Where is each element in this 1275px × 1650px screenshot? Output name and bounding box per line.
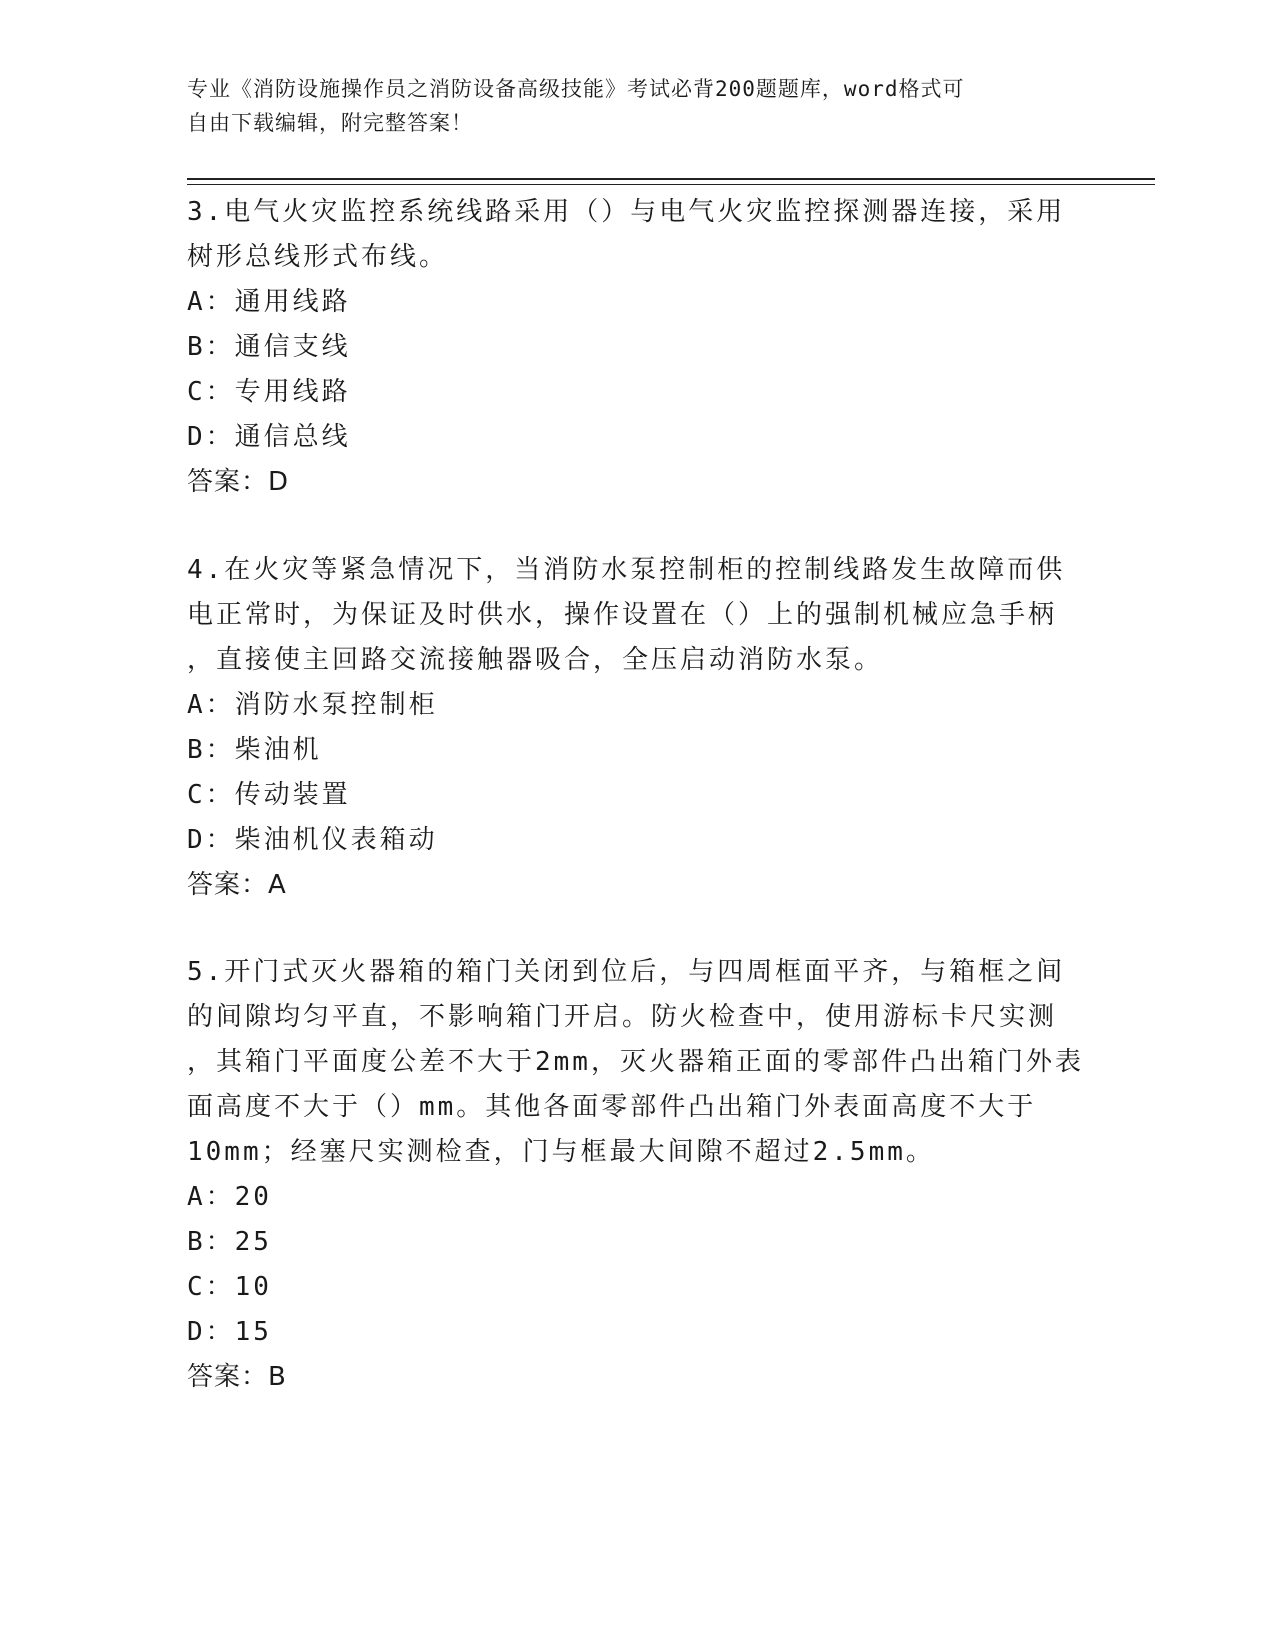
answer: 答案：D	[187, 467, 290, 497]
question-stem-line: ，其箱门平面度公差不大于2mm，灭火器箱正面的零部件凸出箱门外表	[187, 1047, 1084, 1077]
question-stem-line: 5.开门式灭火器箱的箱门关闭到位后，与四周框面平齐，与箱框之间	[187, 957, 1066, 987]
header-rule-thin	[187, 184, 1155, 185]
answer: 答案：A	[187, 870, 287, 900]
question-stem-line: 3.电气火灾监控系统线路采用（）与电气火灾监控探测器连接，采用	[187, 197, 1066, 227]
answer: 答案：B	[187, 1362, 287, 1392]
option-d: D：柴油机仪表箱动	[187, 825, 438, 855]
option-a: A：20	[187, 1182, 272, 1212]
option-d: D：15	[187, 1317, 272, 1347]
option-b: B：通信支线	[187, 332, 351, 362]
question-stem-line: 树形总线形式布线。	[187, 242, 449, 272]
question-stem-line: ，直接使主回路交流接触器吸合，全压启动消防水泵。	[187, 645, 884, 675]
document-header	[187, 72, 1067, 140]
question-stem-line: 的间隙均匀平直，不影响箱门开启。防火检查中，使用游标卡尺实测	[187, 1002, 1058, 1032]
option-c: C：专用线路	[187, 377, 351, 407]
option-d: D：通信总线	[187, 422, 351, 452]
question-stem-line: 电正常时，为保证及时供水，操作设置在（）上的强制机械应急手柄	[187, 600, 1058, 630]
question-3	[187, 190, 1087, 505]
option-c: C：10	[187, 1272, 272, 1302]
question-5	[187, 950, 1087, 1400]
header-line-2: 自由下载编辑，附完整答案！	[187, 111, 473, 135]
option-a: A：通用线路	[187, 287, 351, 317]
question-stem-line: 面高度不大于（）mm。其他各面零部件凸出箱门外表面高度不大于	[187, 1092, 1037, 1122]
question-4	[187, 548, 1087, 908]
option-b: B：柴油机	[187, 735, 322, 765]
header-rule-thick	[187, 178, 1155, 180]
question-stem-line: 10mm；经塞尺实测检查，门与框最大间隙不超过2.5mm。	[187, 1137, 935, 1167]
option-c: C：传动装置	[187, 780, 351, 810]
option-a: A：消防水泵控制柜	[187, 690, 438, 720]
header-line-1: 专业《消防设施操作员之消防设备高级技能》考试必背200题题库，word格式可	[187, 77, 965, 101]
question-stem-line: 4.在火灾等紧急情况下，当消防水泵控制柜的控制线路发生故障而供	[187, 555, 1066, 585]
option-b: B：25	[187, 1227, 272, 1257]
